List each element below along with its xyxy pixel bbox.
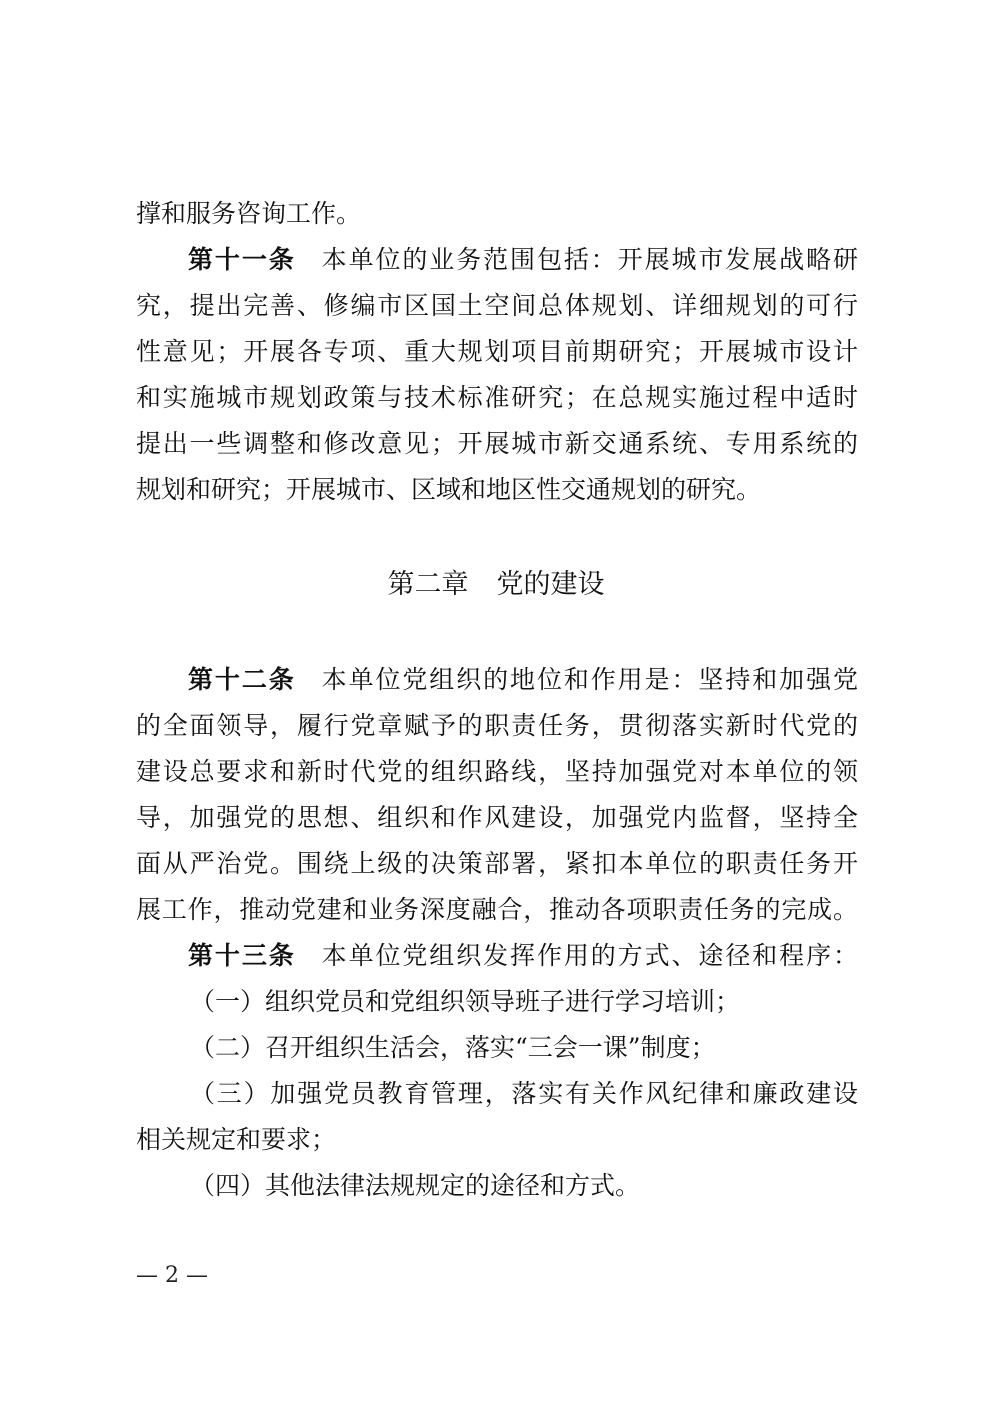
article-12-line: 的全面领导，履行党章赋予的职责任务，贯彻落实新时代党的 bbox=[136, 711, 858, 740]
article-11-line: 提出一些调整和修改意见；开展城市新交通系统、专用系统的 bbox=[136, 429, 858, 458]
article-13-label: 第十三条 bbox=[188, 941, 296, 970]
article-11-line: 究，提出完善、修编市区国土空间总体规划、详细规划的可行 bbox=[136, 291, 858, 320]
article-12-line: 建设总要求和新时代党的组织路线，坚持加强党对本单位的领 bbox=[136, 757, 858, 786]
article-13-item-3: （三）加强党员教育管理，落实有关作风纪律和廉政建设 bbox=[190, 1079, 858, 1108]
article-13-item-2: （二）召开组织生活会，落实“三会一课”制度； bbox=[190, 1033, 716, 1062]
article-11-line: 性意见；开展各专项、重大规划项目前期研究；开展城市设计 bbox=[136, 337, 858, 366]
article-11-text: 本单位的业务范围包括：开展城市发展战略研 bbox=[321, 245, 858, 274]
article-13-item-4: （四）其他法律法规规定的途径和方式。 bbox=[190, 1171, 641, 1200]
chapter-heading bbox=[0, 562, 992, 608]
article-13-first-line bbox=[188, 933, 858, 979]
article-12-first-line bbox=[188, 657, 858, 703]
article-11-line: 规划和研究；开展城市、区域和地区性交通规划的研究。 bbox=[136, 475, 762, 504]
article-12-line: 面从严治党。围绕上级的决策部署，紧扣本单位的职责任务开 bbox=[136, 849, 858, 878]
continuation-text: 撑和服务咨询工作。 bbox=[136, 199, 362, 228]
article-13-item-3-continued: 相关规定和要求； bbox=[136, 1125, 337, 1154]
article-12-line: 导，加强党的思想、组织和作风建设，加强党内监督，坚持全 bbox=[136, 803, 858, 832]
article-13-item-1: （一）组织党员和党组织领导班子进行学习培训； bbox=[190, 987, 741, 1016]
article-12-text: 本单位党组织的地位和作用是：坚持和加强党 bbox=[321, 665, 858, 694]
chapter-title: 党的建设 bbox=[496, 569, 605, 600]
article-11-label: 第十一条 bbox=[188, 245, 296, 274]
page-number: — 2 — bbox=[136, 1263, 208, 1288]
article-12-label: 第十二条 bbox=[188, 665, 296, 694]
article-13-intro: 本单位党组织发挥作用的方式、途径和程序： bbox=[321, 941, 858, 970]
article-11-line: 和实施城市规划政策与技术标准研究；在总规实施过程中适时 bbox=[136, 383, 858, 412]
chapter-number: 第二章 bbox=[387, 569, 469, 600]
article-12-line: 展工作，推动党建和业务深度融合，推动各项职责任务的完成。 bbox=[136, 895, 858, 924]
article-11-first-line bbox=[188, 237, 858, 283]
